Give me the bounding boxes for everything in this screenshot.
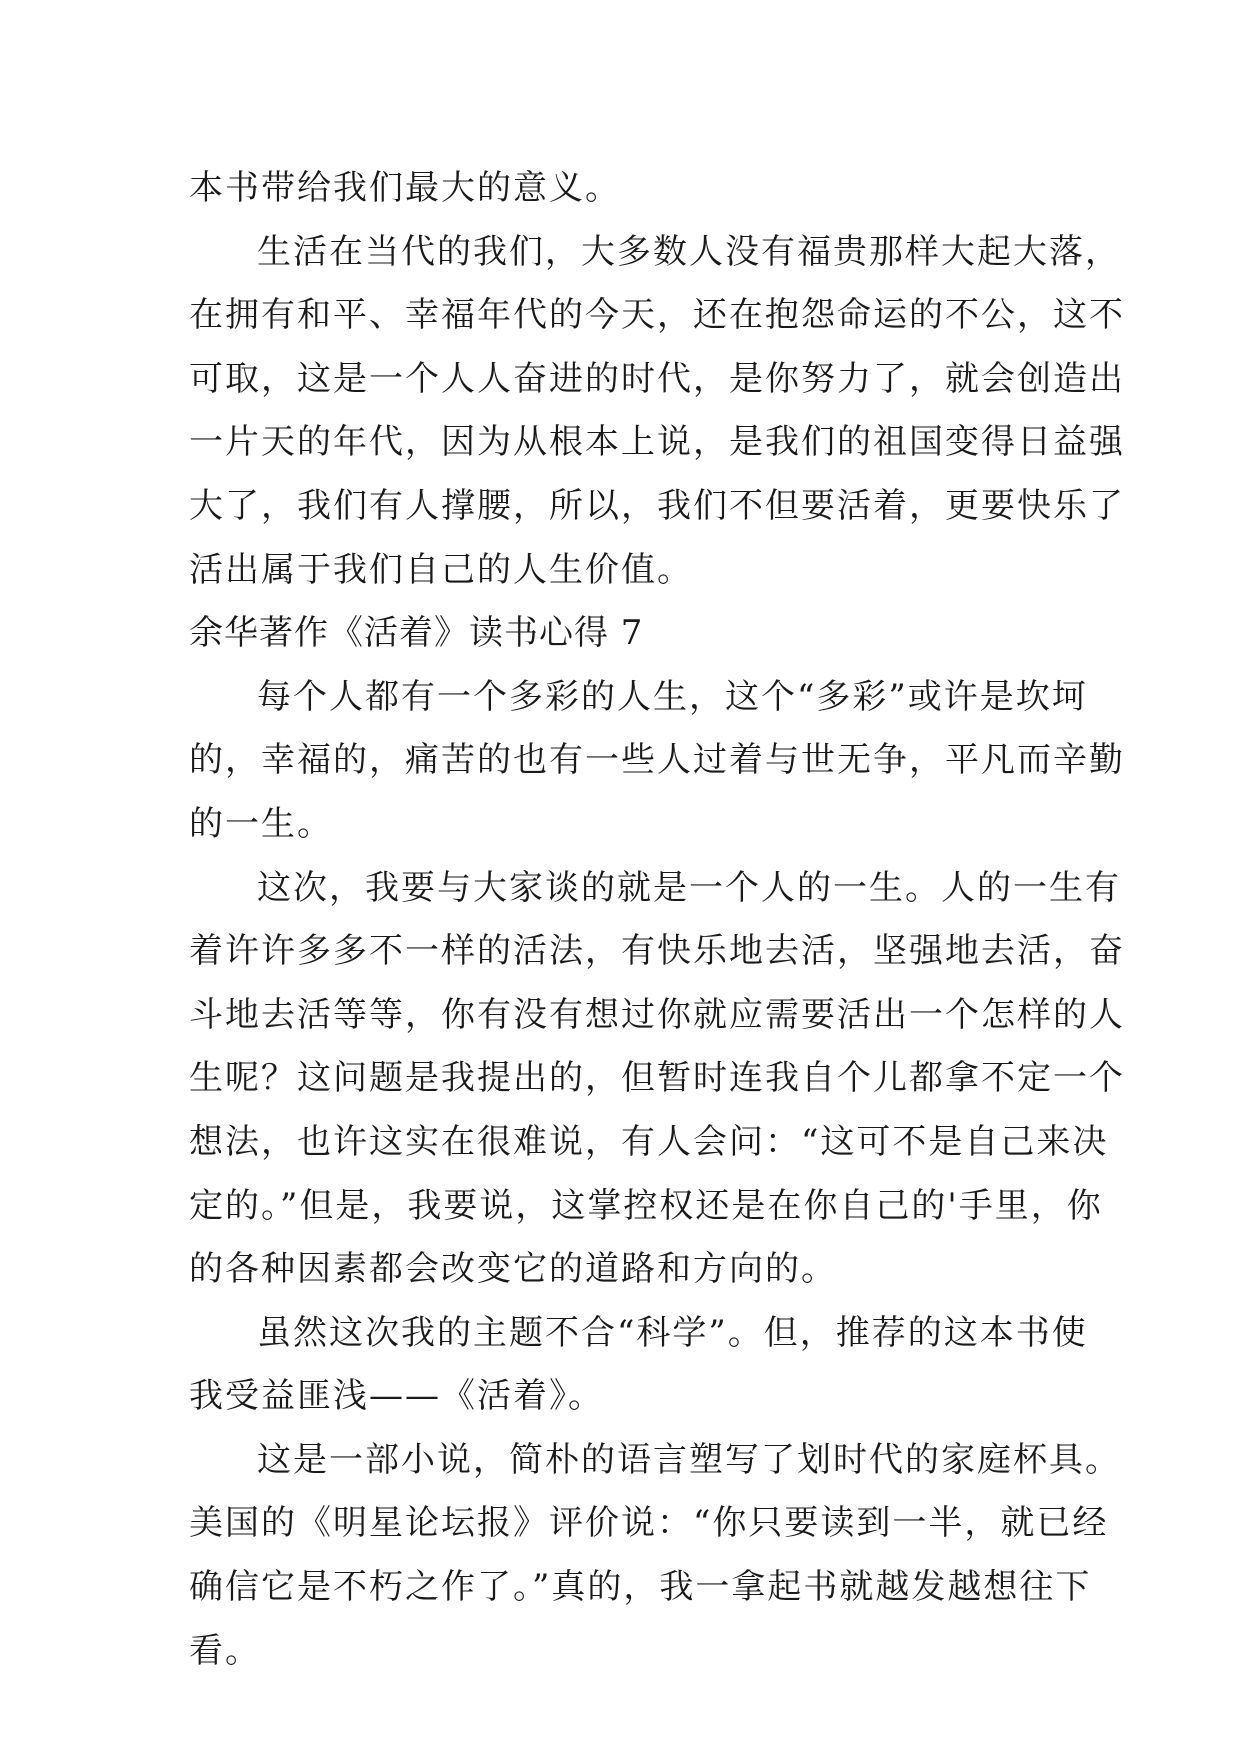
text-line: 在拥有和平、幸福年代的今天，还在抱怨命运的不公，这不 bbox=[189, 295, 1125, 336]
text-line: 确信它是不朽之作了。”真的，我一拿起书就越发越想往下 bbox=[189, 1567, 1092, 1608]
text-line: 美国的《明星论坛报》评价说：“你只要读到一半，就已经 bbox=[189, 1503, 1109, 1544]
text-line: 每个人都有一个多彩的人生，这个“多彩”或许是坎坷 bbox=[257, 676, 1088, 717]
text-line: 一片天的年代，因为从根本上说，是我们的祖国变得日益强 bbox=[189, 422, 1125, 463]
text-line: 大了，我们有人撑腰，所以，我们不但要活着，更要快乐了 bbox=[189, 485, 1125, 526]
text-line: 这次，我要与大家谈的就是一个人的一生。人的一生有 bbox=[257, 867, 1121, 908]
document-body bbox=[189, 157, 1125, 1683]
text-line: 斗地去活等等，你有没有想过你就应需要活出一个怎样的人 bbox=[189, 994, 1125, 1035]
text-line: 的一生。 bbox=[189, 803, 333, 844]
text-line: 本书带给我们最大的意义。 bbox=[189, 168, 621, 208]
text-line: 着许许多多不一样的活法，有快乐地去活，坚强地去活，奋 bbox=[189, 931, 1125, 972]
text-line: 虽然这次我的主题不合“科学”。但，推荐的这本书使 bbox=[257, 1312, 1088, 1353]
text-line: 可取，这是一个人人奋进的时代，是你努力了，就会创造出 bbox=[189, 358, 1125, 399]
text-line: 的，幸福的，痛苦的也有一些人过着与世无争，平凡而辛勤 bbox=[189, 740, 1125, 781]
text-line: 的各种因素都会改变它的道路和方向的。 bbox=[189, 1249, 837, 1290]
text-line: 看。 bbox=[189, 1630, 261, 1671]
section-heading: 余华著作《活着》读书心得 7 bbox=[189, 613, 644, 654]
text-line: 生呢？这问题是我提出的，但暂时连我自个儿都拿不定一个 bbox=[189, 1058, 1125, 1099]
text-line: 这是一部小说，简朴的语言塑写了划时代的家庭杯具。 bbox=[257, 1439, 1121, 1480]
text-line: 想法，也许这实在很难说，有人会问：“这可不是自己来决 bbox=[189, 1121, 1109, 1162]
text-line: 活出属于我们自己的人生价值。 bbox=[189, 549, 693, 590]
text-line: 生活在当代的我们，大多数人没有福贵那样大起大落， bbox=[257, 231, 1121, 272]
text-line: 定的。”但是，我要说，这掌控权还是在你自己的'手里，你 bbox=[189, 1185, 1103, 1226]
text-line: 我受益匪浅——《活着》。 bbox=[189, 1376, 604, 1417]
